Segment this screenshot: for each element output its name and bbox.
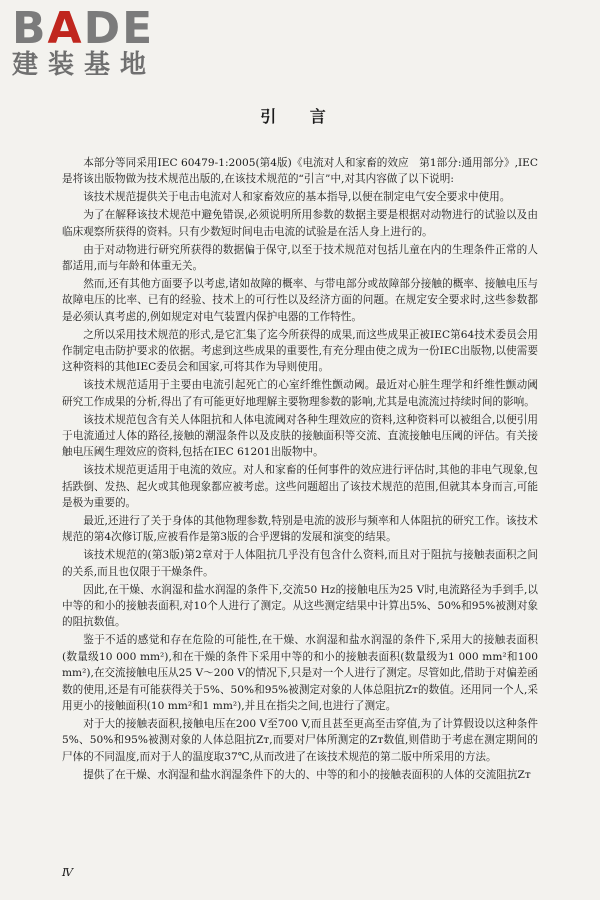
document-body: [62, 155, 538, 785]
paragraph: 因此,在干燥、水润湿和盐水润湿的条件下,交流50 Hz的接触电压为25 V时,电流路径为手到手,以中等的和小的接触表面积,对10个人进行了测定。从这些测定结果中计算出5%、50%和95%被测对象的阻抗数值。: [62, 583, 538, 629]
page-number: Ⅳ: [62, 866, 73, 879]
paragraph: 提供了在干燥、水润湿和盐水润湿条件下的大的、中等的和小的接触表面积的人体的交流阻抗Zᴛ: [83, 768, 531, 781]
paragraph: 该技术规范适用于主要由电流引起死亡的心室纤维性颤动阈。最近对心脏生理学和纤维性颤动阈研究工作成果的分析,得出了有可能更好地理解主要物理参数的影响,尤其是电流流过持续时间的影响。: [62, 379, 538, 408]
paragraph: 该技术规范的(第3版)第2章对于人体阻抗几乎没有包含什么资料,而且对于阻抗与接触表面积之间的关系,而且也仅限于干燥条件。: [62, 549, 538, 578]
paragraph: 由于对动物进行研究所获得的数据偏于保守,以至于技术规范对包括儿童在内的生理条件正常的人都适用,而与年龄和体重无关。: [62, 243, 538, 272]
logo-chinese-name: 建装基地: [12, 50, 157, 80]
paragraph: 对于大的接触表面积,接触电压在200 V至700 V,而且甚至更高至击穿值,为了计算假设以这种条件5%、50%和95%被测对象的人体总阻抗Zᴛ,而要对尸体所测定的Zᴛ数值,则借助于考虑在测定期间的尸体的不同温度,而对于人的温度取37℃,从而改进了在该技术规范的第二版中所采用的方法。: [62, 717, 538, 763]
paragraph: 该技术规范更适用于电流的效应。对人和家畜的任何事件的效应进行评估时,其他的非电气现象,包括跌倒、发热、起火或其他现象都应被考虑。这些问题超出了该技术规范的范围,但就其本身而言,可能是极为重要的。: [62, 464, 538, 510]
brand-logo: [12, 3, 182, 80]
page-title: 引 言: [260, 107, 340, 126]
paragraph: 最近,还进行了关于身体的其他物理参数,特别是电流的波形与频率和人体阻抗的研究工作。该技术规范的第4次修订版,应被看作是第3版的合乎逻辑的发展和演变的结果。: [62, 515, 538, 544]
paragraph: 之所以采用技术规范的形式,是它汇集了迄今所获得的成果,而这些成果正被IEC第64技术委员会用作制定电击防护要求的依据。考虑到这些成果的重要性,有充分理由使之成为一份IEC出版物,以使需要这种资料的其他IEC委员会和国家,可将其作为导则使用。: [62, 328, 538, 374]
paragraph: 为了在解释该技术规范中避免错误,必须说明所用参数的数据主要是根据对动物进行的试验以及由临床观察所获得的资料。只有少数短时间电击电流的试验是在活人身上进行的。: [62, 209, 538, 238]
logo-letter-b: B: [12, 3, 48, 54]
paragraph: 本部分等同采用IEC 60479-1:2005(第4版)《电流对人和家畜的效应 第1部分:通用部分》,IEC是将该出版物做为技术规范出版的,在该技术规范的“引言”中,对其内容做了以下说明:: [62, 157, 538, 186]
logo-wordmark: [12, 3, 182, 54]
paragraph: 然而,还有其他方面要予以考虑,诸如故障的概率、与带电部分或故障部分接触的概率、接触电压与故障电压的比率、已有的经验、技术上的可行性以及经济方面的问题。在规定安全要求时,这些参数都是必须认真考虑的,例如规定对电气装置内保护电器的工作特性。: [62, 277, 538, 323]
logo-letter-a-accent: A: [47, 3, 84, 54]
paragraph: 该技术规范包含有关人体阻抗和人体电流阈对各种生理效应的资料,这种资料可以被组合,以便引用于电流通过人体的路径,接触的潮湿条件以及皮肤的接触面积等交流、直流接触电压阈的评估。有关接触电压阈生理效应的资料,包括在IEC 61201出版物中。: [62, 413, 538, 459]
logo-letters-de: DE: [83, 3, 155, 54]
paragraph: 该技术规范提供关于电击电流对人和家畜效应的基本指导,以便在制定电气安全要求中使用。: [83, 191, 511, 204]
paragraph: 鉴于不适的感觉和存在危险的可能性,在干燥、水润湿和盐水润湿的条件下,采用大的接触表面积(数量级10 000 mm²),和在干燥的条件下采用中等的和小的接触表面积(数量级为1 000 mm²和100 mm²),在交流接触电压从25 V～200 V的情况下,只是对一个人进行了测定。尽管如此,借助于对偏差函数的使用,还是有可能获得关于5%、50%和95%被测定对象的人体总阻抗Zᴛ的数值。还用同一个人,采用更小的接触面积(10 mm²和1 mm²),并且在指尖之间,也进行了测定。: [62, 634, 538, 712]
